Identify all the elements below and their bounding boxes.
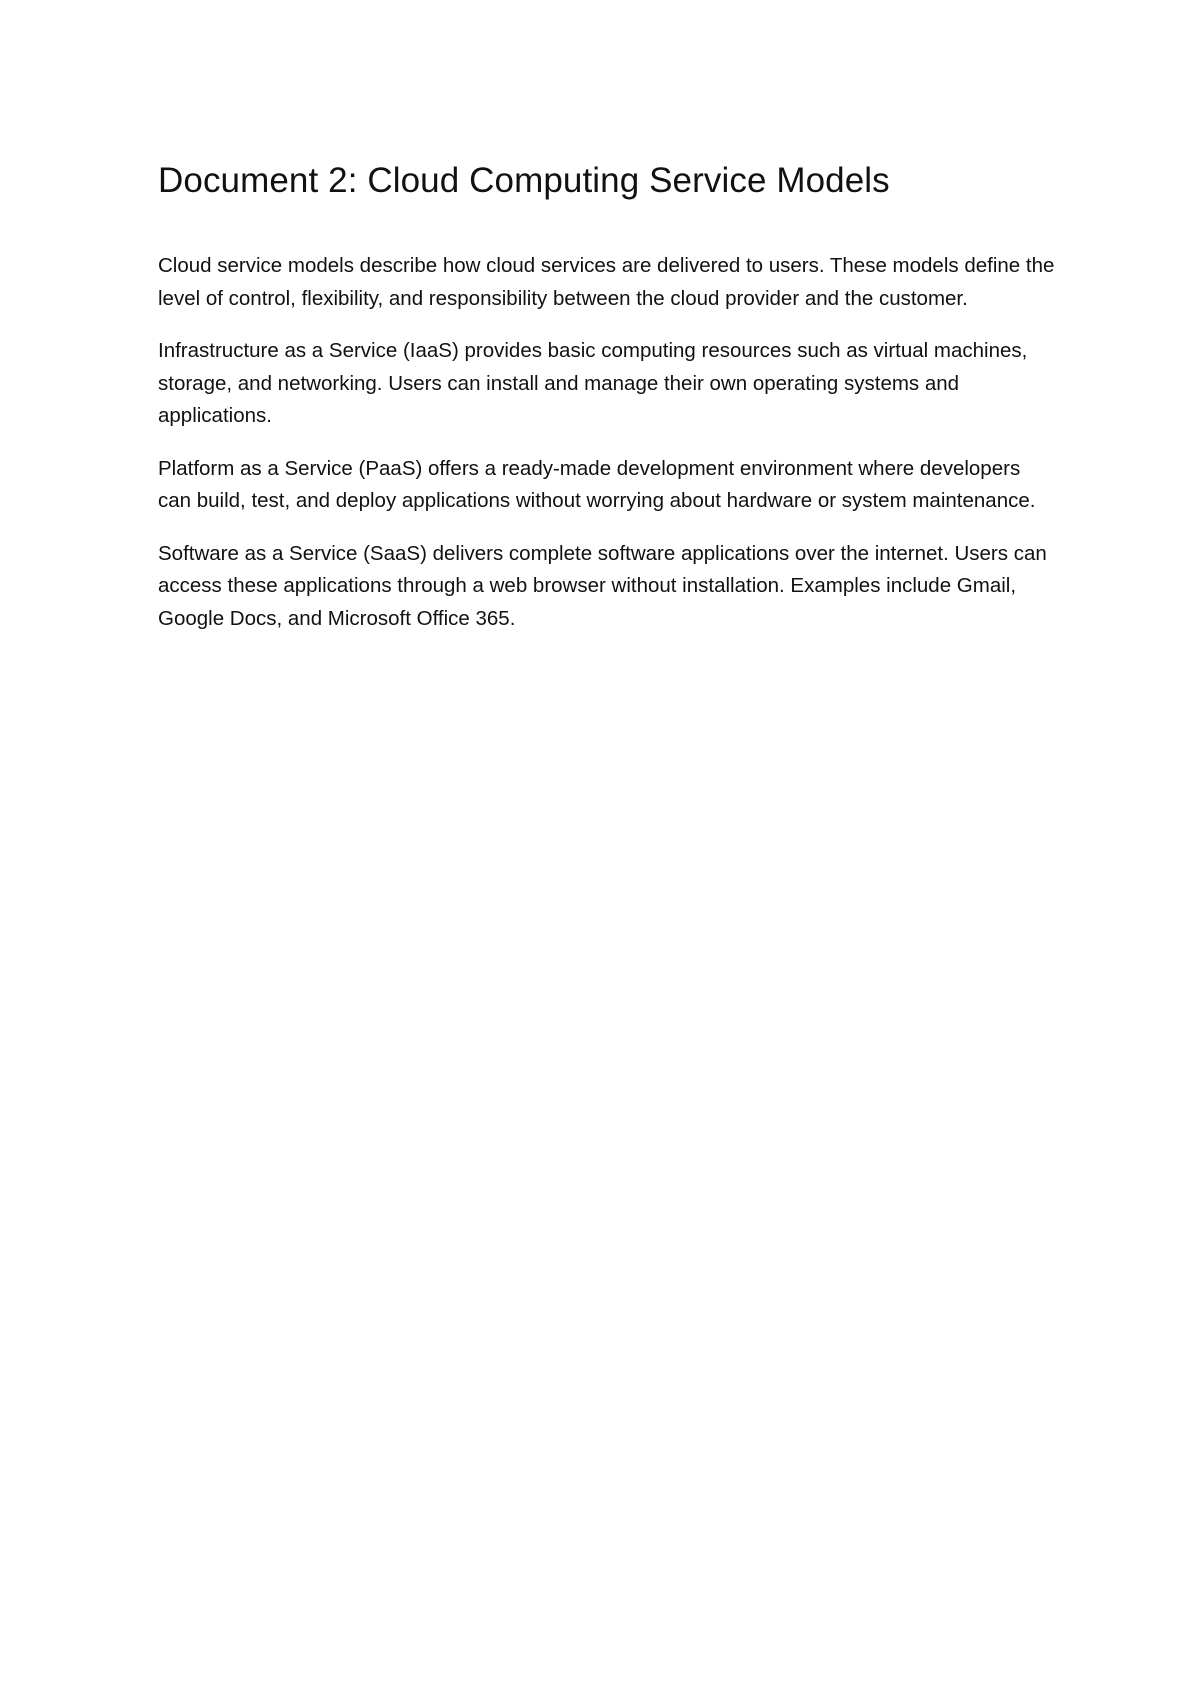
paragraph-iaas: Infrastructure as a Service (IaaS) provides basic computing resources such as virtual machines, storage, and networking. Users can install and manage their own operating systems and applications. <box>158 339 1028 427</box>
paragraph-intro: Cloud service models describe how cloud services are delivered to users. These models define the level of control, flexibility, and responsibility between the cloud provider and the customer. <box>158 254 1055 310</box>
paragraph-paas: Platform as a Service (PaaS) offers a ready-made development environment where developers can build, test, and deploy applications without worrying about hardware or system maintenance. <box>158 456 1036 512</box>
paragraph-saas: Software as a Service (SaaS) delivers complete software applications over the internet. Users can access these applications through a web browser without installation. Examples include Gmail, Google Docs, and Microsoft Office 365. <box>158 541 1047 630</box>
document-body <box>158 158 1058 655</box>
document-title: Document 2: Cloud Computing Service Models <box>158 161 890 200</box>
